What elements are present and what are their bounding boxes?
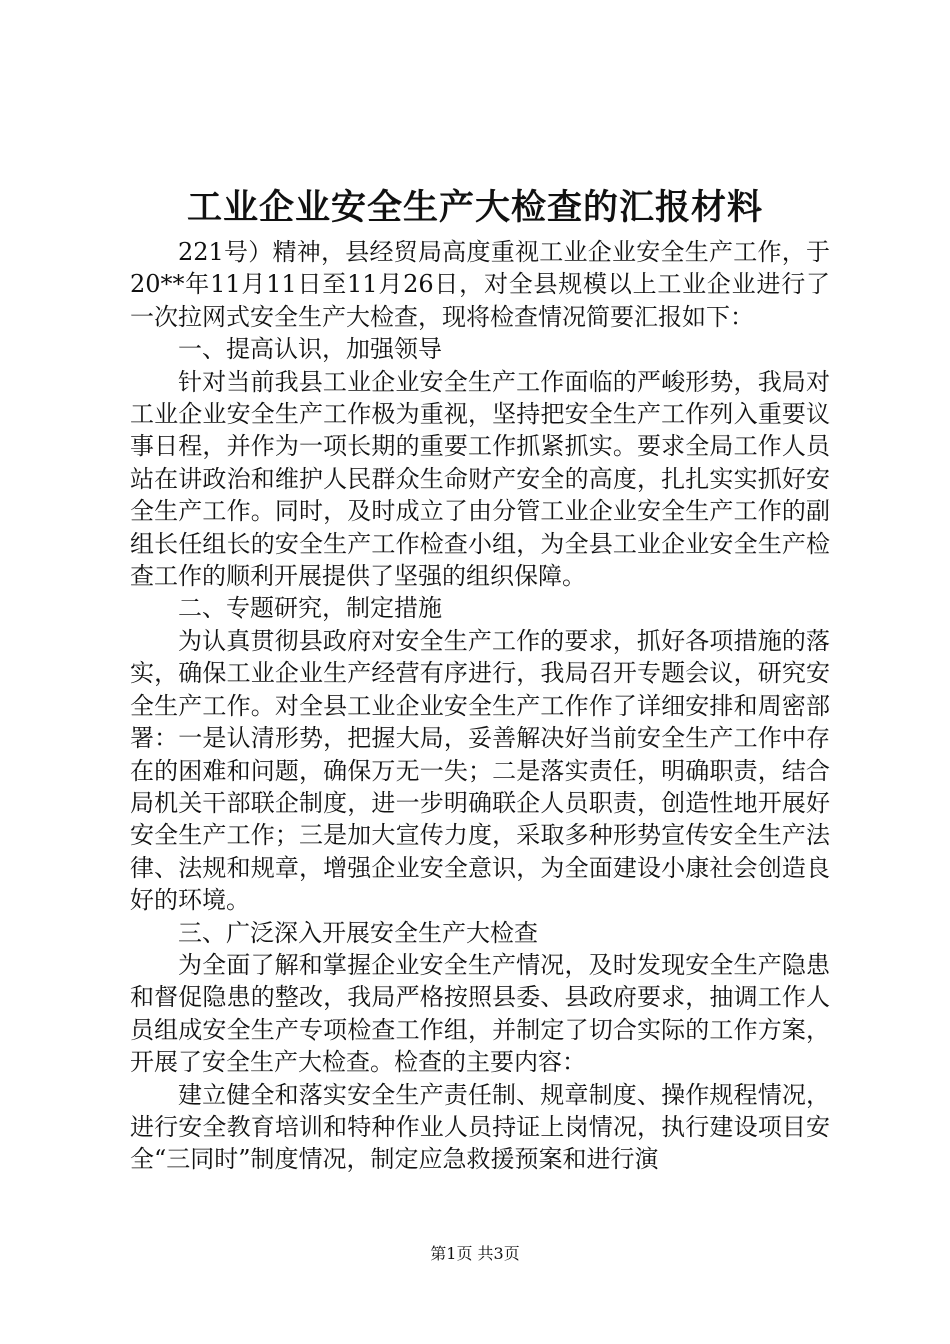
section-heading-3: 三、广泛深入开展安全生产大检查 [178,918,538,947]
document-title: 工业企业安全生产大检查的汇报材料 [186,187,763,228]
page-footer: 第1页 共3页 [430,1244,520,1263]
paragraph-section-2: 为认真贯彻县政府对安全生产工作的要求，抓好各项措施的落实，确保工业企业生产经营有序进行，我局召开专题会议，研究安全生产工作。对全县工业企业安全生产工作作了详细安排和周密部署：一是认清形势，把握大局，妥善解决好当前安全生产工作中存在的困难和问题，确保万无一失；二是落实责任，明确职责，结合局机关干部联企制度，进一步明确联企人员职责，创造性地开展好安全生产工作；三是加大宣传力度，采取多种形势宣传安全生产法律、法规和规章，增强企业安全意识，为全面建设小康社会创造良好的环境。 [130,626,830,915]
paragraph-section-3: 为全面了解和掌握企业安全生产情况，及时发现安全生产隐患和督促隐患的整改，我局严格按照县委、县政府要求，抽调工作人员组成安全生产专项检查工作组，并制定了切合实际的工作方案，开展了安全生产大检查。检查的主要内容： [130,950,830,1077]
section-heading-1: 一、提高认识，加强领导 [178,335,442,364]
section-heading-2: 二、专题研究，制定措施 [178,594,442,623]
paragraph-section-3-content: 建立健全和落实安全生产责任制、规章制度、操作规程情况，进行安全教育培训和特种作业人员持证上岗情况，执行建设项目安全“三同时”制度情况，制定应急救援预案和进行演 [130,1080,830,1174]
document-body [130,236,830,1176]
paragraph-intro: 221号）精神，县经贸局高度重视工业企业安全生产工作，于20**年11月11日至11月26日，对全县规模以上工业企业进行了一次拉网式安全生产大检查，现将检查情况简要汇报如下： [130,238,830,331]
paragraph-section-1: 针对当前我县工业企业安全生产工作面临的严峻形势，我局对工业企业安全生产工作极为重视，坚持把安全生产工作列入重要议事日程，并作为一项长期的重要工作抓紧抓实。要求全局工作人员站在讲政治和维护人民群众生命财产安全的高度，扎扎实实抓好安全生产工作。同时，及时成立了由分管工业企业安全生产工作的副组长任组长的安全生产工作检查小组，为全县工业企业安全生产检查工作的顺利开展提供了坚强的组织保障。 [130,367,830,591]
